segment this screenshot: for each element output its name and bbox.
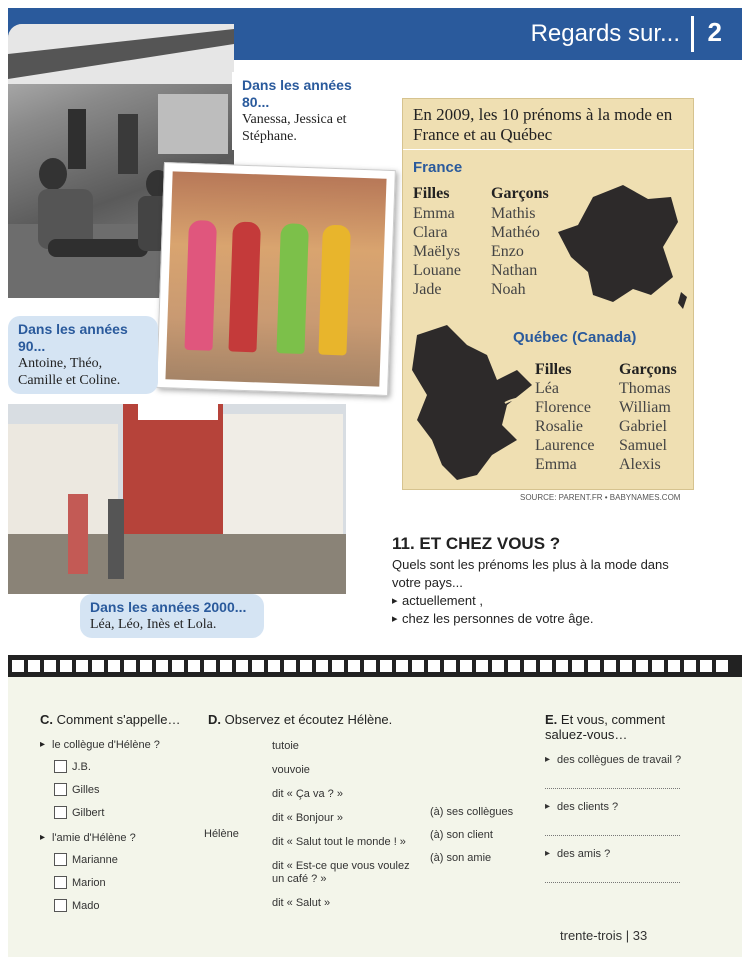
street-scene-illustration: [8, 404, 346, 594]
page-number-words: trente-trois: [560, 928, 623, 943]
quebec-label: Québec (Canada): [513, 329, 637, 346]
filmstrip-hole: [412, 660, 424, 672]
france-garcons-head: Garçons: [491, 185, 549, 202]
name-item: Jade: [413, 281, 442, 298]
checkbox-label: Gilbert: [72, 806, 105, 819]
quebec-filles-list: [535, 379, 595, 474]
name-item: Mathéo: [491, 224, 540, 241]
filmstrip-hole: [380, 660, 392, 672]
checkbox[interactable]: [54, 806, 67, 819]
section-e-question: ▸ des clients ?: [545, 801, 685, 813]
filmstrip-hole: [140, 660, 152, 672]
name-item: Laurence: [535, 437, 595, 454]
section-d-verbs: [272, 740, 412, 921]
france-filles-list: [413, 204, 461, 299]
checkbox-option[interactable]: [54, 805, 200, 820]
filmstrip-hole: [700, 660, 712, 672]
filmstrip-holes: [12, 660, 738, 672]
section-e-heading: Et vous, comment saluez-vous…: [545, 712, 665, 742]
figure-girl-2: [228, 221, 261, 352]
filmstrip-hole: [652, 660, 664, 672]
filmstrip-hole: [188, 660, 200, 672]
quebec-garcons-head: Garçons: [619, 361, 677, 378]
answer-line[interactable]: [545, 835, 680, 836]
filmstrip-hole: [300, 660, 312, 672]
filmstrip-hole: [204, 660, 216, 672]
filmstrip-hole: [540, 660, 552, 672]
filmstrip-hole: [60, 660, 72, 672]
france-filles-head: Filles: [413, 185, 450, 202]
filmstrip-hole: [716, 660, 728, 672]
filmstrip-hole: [668, 660, 680, 672]
checkbox-option[interactable]: [54, 852, 200, 867]
france-garcons-list: [491, 204, 540, 299]
filmstrip-hole: [108, 660, 120, 672]
name-item: Samuel: [619, 437, 667, 454]
names-source: SOURCE: PARENT.FR • BABYNAMES.COM: [520, 493, 681, 502]
name-item: Louane: [413, 262, 461, 279]
filmstrip-hole: [524, 660, 536, 672]
section-c-heading: Comment s'appelle…: [56, 712, 181, 727]
section-e: [545, 712, 685, 883]
filmstrip-hole: [604, 660, 616, 672]
name-item: Nathan: [491, 262, 538, 279]
shopping-scene: [165, 171, 386, 386]
name-item: Enzo: [491, 243, 524, 260]
checkbox-option[interactable]: [54, 782, 200, 797]
filmstrip-hole: [588, 660, 600, 672]
popular-names-box: [402, 98, 694, 490]
exercise-11-bullet: ▸ chez les personnes de votre âge.: [392, 610, 692, 628]
names-box-rule: [403, 149, 693, 150]
filmstrip-hole: [172, 660, 184, 672]
filmstrip-hole: [12, 660, 24, 672]
figure-girl-1: [184, 220, 217, 351]
name-item: Léa: [535, 380, 559, 397]
name-item: Gabriel: [619, 418, 667, 435]
name-item: Florence: [535, 399, 591, 416]
section-d-title: [208, 712, 538, 727]
target-option[interactable]: (à) son client: [430, 829, 493, 841]
figure-girl-4: [318, 225, 351, 356]
section-d-targets: [430, 806, 513, 875]
checkbox-label: Gilles: [72, 783, 100, 796]
filmstrip-hole: [268, 660, 280, 672]
photo-2000s-cafe: [8, 404, 346, 594]
caption-2000s-decade: Dans les années 2000...: [90, 599, 247, 615]
section-d: [208, 712, 538, 727]
name-item: Alexis: [619, 456, 661, 473]
filmstrip-hole: [508, 660, 520, 672]
filmstrip-hole: [220, 660, 232, 672]
verb-option[interactable]: tutoie: [272, 740, 299, 752]
photo-90s-shopping: [156, 162, 396, 396]
filmstrip-hole: [428, 660, 440, 672]
checkbox[interactable]: [54, 853, 67, 866]
caption-80s-names: Vanessa, Jessica et Stéphane.: [242, 112, 347, 144]
checkbox-label: Marion: [72, 876, 106, 889]
name-item: William: [619, 399, 671, 416]
section-d-subject: Hélène: [204, 828, 239, 840]
filmstrip-hole: [156, 660, 168, 672]
checkbox-option[interactable]: [54, 759, 200, 774]
verb-option[interactable]: dit « Ça va ? »: [272, 788, 343, 800]
filmstrip-hole: [364, 660, 376, 672]
filmstrip-hole: [332, 660, 344, 672]
section-e-title: [545, 712, 685, 742]
caption-80s-decade: Dans les années 80...: [242, 77, 352, 110]
verb-option[interactable]: dit « Est-ce que vous voulez un café ? »: [272, 860, 410, 885]
filmstrip-hole: [348, 660, 360, 672]
checkbox-label: Marianne: [72, 853, 118, 866]
name-item: Emma: [535, 456, 577, 473]
quebec-map-icon: [407, 325, 537, 485]
france-map-icon: [553, 177, 693, 317]
exercise-11-text: Quels sont les prénoms les plus à la mode dans votre pays...: [392, 557, 669, 590]
name-item: Noah: [491, 281, 526, 298]
figure-girl-3: [276, 223, 309, 354]
target-option[interactable]: (à) son amie: [430, 852, 492, 864]
section-title: Regards sur...: [530, 20, 680, 47]
filmstrip-hole: [444, 660, 456, 672]
filmstrip-hole: [44, 660, 56, 672]
name-item: Maëlys: [413, 243, 461, 260]
filmstrip-hole: [492, 660, 504, 672]
exercise-11: [392, 534, 692, 628]
verb-option[interactable]: dit « Salut »: [272, 897, 331, 909]
section-c-letter: C.: [40, 712, 53, 727]
exercise-11-title: 11. ET CHEZ VOUS ?: [392, 534, 561, 553]
target-option[interactable]: (à) ses collègues: [430, 806, 514, 818]
checkbox[interactable]: [54, 876, 67, 889]
section-c-title: [40, 712, 200, 727]
filmstrip-hole: [460, 660, 472, 672]
name-item: Emma: [413, 205, 455, 222]
names-box-title: En 2009, les 10 prénoms à la mode en France et au Québec: [413, 105, 673, 144]
caption-90s-names: Antoine, Théo, Camille et Coline.: [18, 356, 121, 388]
filmstrip-hole: [476, 660, 488, 672]
filmstrip-hole: [76, 660, 88, 672]
checkbox-option[interactable]: [54, 875, 200, 890]
caption-2000s: [80, 594, 264, 638]
checkbox[interactable]: [54, 760, 67, 773]
filmstrip-hole: [396, 660, 408, 672]
filmstrip-hole: [572, 660, 584, 672]
filmstrip-hole: [284, 660, 296, 672]
caption-2000s-names: Léa, Léo, Inès et Lola.: [90, 617, 217, 632]
answer-line[interactable]: [545, 788, 680, 789]
checkbox-label: Mado: [72, 899, 100, 912]
filmstrip-divider: [8, 655, 742, 677]
filmstrip-hole: [684, 660, 696, 672]
verb-option[interactable]: dit « Salut tout le monde ! »: [272, 836, 406, 848]
filmstrip-hole: [636, 660, 648, 672]
checkbox[interactable]: [54, 899, 67, 912]
section-c: [40, 712, 200, 913]
filmstrip-hole: [252, 660, 264, 672]
verb-option[interactable]: vouvoie: [272, 764, 310, 776]
filmstrip-hole: [620, 660, 632, 672]
filmstrip-hole: [556, 660, 568, 672]
filmstrip-hole: [92, 660, 104, 672]
page-footer: trente-trois | 33: [560, 928, 648, 943]
page-number: 33: [632, 928, 648, 943]
header-separator: [691, 16, 694, 52]
filmstrip-hole: [28, 660, 40, 672]
quebec-filles-head: Filles: [535, 361, 572, 378]
verb-option[interactable]: dit « Bonjour »: [272, 812, 343, 824]
section-e-question: ▸ des amis ?: [545, 848, 685, 860]
filmstrip-hole: [236, 660, 248, 672]
checkbox-option[interactable]: [54, 898, 200, 913]
france-label: France: [413, 159, 463, 176]
filmstrip-hole: [316, 660, 328, 672]
caption-80s: [232, 72, 382, 150]
name-item: Thomas: [619, 380, 671, 397]
section-e-letter: E.: [545, 712, 558, 727]
section-c-question-1: ▸ le collègue d'Hélène ?: [40, 739, 200, 751]
section-d-heading: Observez et écoutez Hélène.: [224, 712, 393, 727]
name-item: Mathis: [491, 205, 536, 222]
section-c-question-2: ▸ l'amie d'Hélène ?: [40, 832, 200, 844]
quebec-garcons-list: [619, 379, 671, 474]
checkbox-label: J.B.: [72, 760, 91, 773]
caption-90s-decade: Dans les années 90...: [18, 321, 128, 354]
exercise-11-bullet: ▸ actuellement ,: [392, 592, 692, 610]
answer-line[interactable]: [545, 882, 680, 883]
section-e-question: ▸ des collègues de travail ?: [545, 754, 685, 766]
caption-90s: [8, 316, 158, 394]
section-d-letter: D.: [208, 712, 221, 727]
filmstrip-hole: [124, 660, 136, 672]
name-item: Clara: [413, 224, 448, 241]
section-number: 2: [707, 17, 722, 47]
checkbox[interactable]: [54, 783, 67, 796]
name-item: Rosalie: [535, 418, 583, 435]
